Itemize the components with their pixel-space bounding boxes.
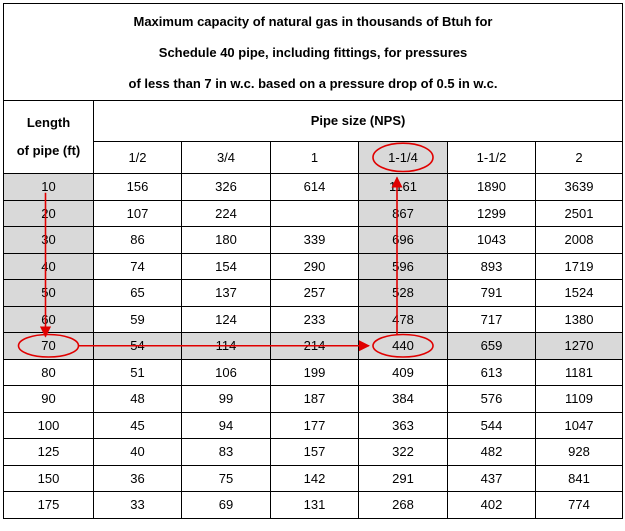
capacity-cell: 154 xyxy=(182,253,271,280)
capacity-cell: 33 xyxy=(94,492,182,519)
capacity-cell: 83 xyxy=(182,439,271,466)
capacity-cell: 257 xyxy=(271,280,359,307)
table-row xyxy=(4,492,623,519)
capacity-cell: 187 xyxy=(271,386,359,413)
capacity-cell: 326 xyxy=(182,174,271,201)
capacity-cell: 291 xyxy=(359,465,448,492)
capacity-cell: 157 xyxy=(271,439,359,466)
length-cell: 100 xyxy=(4,412,94,439)
capacity-cell: 437 xyxy=(448,465,536,492)
pipe-size-2: 2 xyxy=(536,141,623,173)
capacity-cell: 268 xyxy=(359,492,448,519)
pipe-size-1: 1 xyxy=(271,141,359,173)
capacity-cell: 36 xyxy=(94,465,182,492)
capacity-cell: 124 xyxy=(182,306,271,333)
table-row xyxy=(4,465,623,492)
capacity-cell: 2008 xyxy=(536,227,623,254)
table-row xyxy=(4,174,623,201)
capacity-cell: 180 xyxy=(182,227,271,254)
length-cell: 175 xyxy=(4,492,94,519)
title-line-2: Schedule 40 pipe, including fittings, for pressures xyxy=(158,44,468,60)
capacity-cell: 199 xyxy=(271,359,359,386)
capacity-cell: 409 xyxy=(359,359,448,386)
length-cell: 80 xyxy=(4,359,94,386)
table-row xyxy=(4,200,623,227)
pipe-size-header: Pipe size (NPS) xyxy=(94,101,623,142)
capacity-cell: 214 xyxy=(271,333,359,360)
length-cell: 50 xyxy=(4,280,94,307)
capacity-cell: 74 xyxy=(94,253,182,280)
capacity-cell: 1109 xyxy=(536,386,623,413)
capacity-cell: 156 xyxy=(94,174,182,201)
length-cell: 150 xyxy=(4,465,94,492)
capacity-cell: 1719 xyxy=(536,253,623,280)
length-cell: 60 xyxy=(4,306,94,333)
capacity-cell: 791 xyxy=(448,280,536,307)
capacity-cell: 576 xyxy=(448,386,536,413)
capacity-cell: 1299 xyxy=(448,200,536,227)
capacity-cell: 224 xyxy=(182,200,271,227)
table-body xyxy=(4,174,623,519)
pipe-size-3-4: 3/4 xyxy=(182,141,271,173)
length-cell: 70 xyxy=(4,333,94,360)
capacity-cell: 774 xyxy=(536,492,623,519)
capacity-cell: 69 xyxy=(182,492,271,519)
capacity-cell: 596 xyxy=(359,253,448,280)
length-cell: 40 xyxy=(4,253,94,280)
capacity-cell: 867 xyxy=(359,200,448,227)
table-row xyxy=(4,386,623,413)
capacity-cell: 106 xyxy=(182,359,271,386)
capacity-cell: 363 xyxy=(359,412,448,439)
capacity-cell: 99 xyxy=(182,386,271,413)
capacity-cell: 384 xyxy=(359,386,448,413)
capacity-cell: 233 xyxy=(271,306,359,333)
capacity-cell: 717 xyxy=(448,306,536,333)
capacity-cell: 1380 xyxy=(536,306,623,333)
gas-capacity-table-container xyxy=(3,3,622,528)
pipe-size-1-1-2: 1-1/2 xyxy=(448,141,536,173)
capacity-cell: 59 xyxy=(94,306,182,333)
capacity-cell: 339 xyxy=(271,227,359,254)
capacity-cell: 177 xyxy=(271,412,359,439)
table-row xyxy=(4,333,623,360)
capacity-cell: 114 xyxy=(182,333,271,360)
pipe-size-1-1-4: 1-1/4 xyxy=(359,141,448,173)
table-row xyxy=(4,280,623,307)
pipe-size-1-2: 1/2 xyxy=(94,141,182,173)
capacity-cell: 928 xyxy=(536,439,623,466)
capacity-cell: 1047 xyxy=(536,412,623,439)
capacity-cell: 1524 xyxy=(536,280,623,307)
length-header-line-2: of pipe (ft) xyxy=(16,143,81,158)
table-row xyxy=(4,306,623,333)
capacity-cell: 131 xyxy=(271,492,359,519)
capacity-cell: 40 xyxy=(94,439,182,466)
capacity-cell: 51 xyxy=(94,359,182,386)
capacity-cell: 3639 xyxy=(536,174,623,201)
length-cell: 30 xyxy=(4,227,94,254)
length-cell: 90 xyxy=(4,386,94,413)
capacity-cell: 696 xyxy=(359,227,448,254)
table-row xyxy=(4,439,623,466)
table-row xyxy=(4,412,623,439)
capacity-cell: 1270 xyxy=(536,333,623,360)
capacity-cell: 544 xyxy=(448,412,536,439)
capacity-cell: 137 xyxy=(182,280,271,307)
capacity-cell: 614 xyxy=(271,174,359,201)
length-cell: 20 xyxy=(4,200,94,227)
capacity-cell: 528 xyxy=(359,280,448,307)
capacity-cell: 54 xyxy=(94,333,182,360)
capacity-cell: 45 xyxy=(94,412,182,439)
gas-capacity-table xyxy=(3,3,623,519)
capacity-cell xyxy=(271,200,359,227)
length-cell: 10 xyxy=(4,174,94,201)
length-header-line-1: Length xyxy=(26,115,71,130)
capacity-cell: 2501 xyxy=(536,200,623,227)
capacity-cell: 893 xyxy=(448,253,536,280)
capacity-cell: 107 xyxy=(94,200,182,227)
capacity-cell: 613 xyxy=(448,359,536,386)
capacity-cell: 322 xyxy=(359,439,448,466)
capacity-cell: 482 xyxy=(448,439,536,466)
capacity-cell: 290 xyxy=(271,253,359,280)
capacity-cell: 1043 xyxy=(448,227,536,254)
table-row xyxy=(4,253,623,280)
table-row xyxy=(4,359,623,386)
capacity-cell: 75 xyxy=(182,465,271,492)
table-title xyxy=(4,4,623,101)
capacity-cell: 86 xyxy=(94,227,182,254)
capacity-cell: 48 xyxy=(94,386,182,413)
table-row xyxy=(4,227,623,254)
title-line-1: Maximum capacity of natural gas in thousands of Btuh for xyxy=(133,13,493,29)
title-line-3: of less than 7 in w.c. based on a pressure drop of 0.5 in w.c. xyxy=(128,75,498,91)
capacity-cell: 142 xyxy=(271,465,359,492)
pipe-size-row xyxy=(4,141,623,173)
length-cell: 125 xyxy=(4,439,94,466)
capacity-cell: 659 xyxy=(448,333,536,360)
capacity-cell: 1161 xyxy=(359,174,448,201)
capacity-cell: 65 xyxy=(94,280,182,307)
capacity-cell: 402 xyxy=(448,492,536,519)
capacity-cell: 841 xyxy=(536,465,623,492)
capacity-cell: 1181 xyxy=(536,359,623,386)
capacity-cell: 478 xyxy=(359,306,448,333)
capacity-cell: 94 xyxy=(182,412,271,439)
length-header xyxy=(4,101,94,174)
capacity-cell: 440 xyxy=(359,333,448,360)
capacity-cell: 1890 xyxy=(448,174,536,201)
